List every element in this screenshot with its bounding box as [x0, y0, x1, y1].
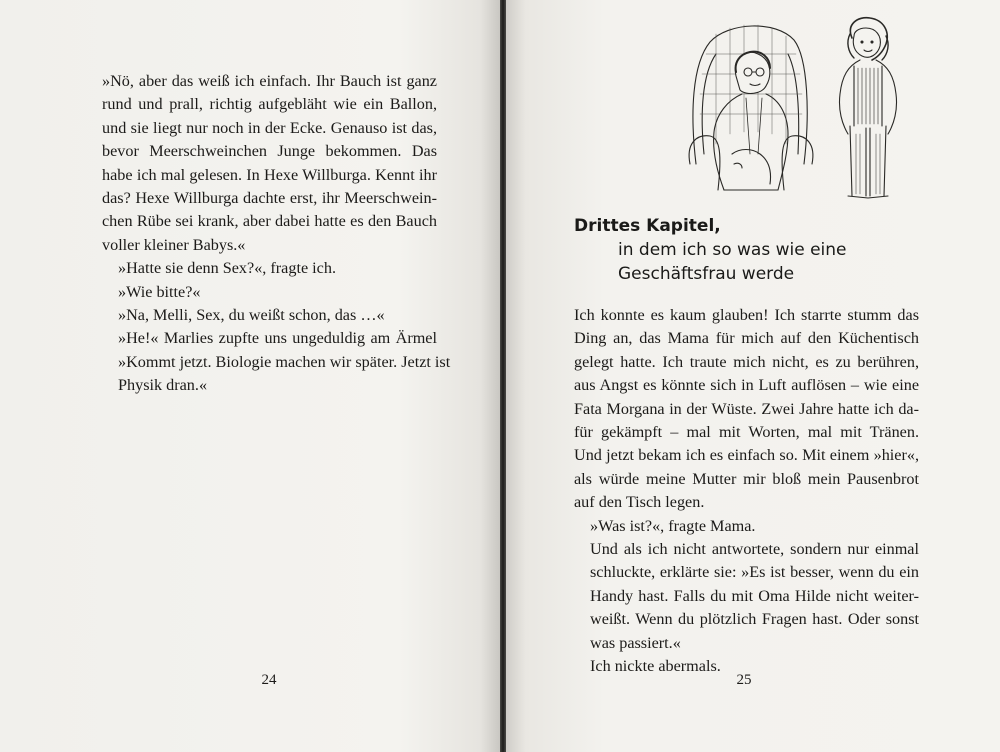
paragraph	[102, 70, 437, 257]
text-line: habe ich mal gelesen. In Hexe Willburga. Kennt ihr	[102, 165, 437, 184]
text-line: Und als ich nicht antwortete, sondern nur einmal	[590, 540, 919, 559]
text-line: als würde meine Mutter mir bloß mein Pausenbrot	[574, 469, 919, 488]
text-line: chen Rübe sei krank, aber dabei hatte es den Bauch	[102, 212, 437, 231]
text-line: »Was ist?«, fragte Mama.	[590, 516, 756, 535]
text-line: und sie liegt nur noch in der Ecke. Genauso ist das,	[102, 118, 437, 137]
page-number-right: 25	[736, 672, 752, 688]
text-line: Physik dran.«	[118, 376, 208, 395]
text-line: Und jetzt bekam ich es einfach so. Mit einem »hier«,	[574, 446, 919, 465]
text-line: Fata Morgana in der Wüste. Zwei Jahre hatte ich da-	[574, 399, 919, 418]
page-number-left: 24	[261, 672, 277, 688]
text-line: schluckte, erklärte sie: »Es ist besser, wenn du ein	[590, 563, 919, 582]
text-line: gelegt hatte. Ich traute mich nicht, es zu berühren,	[574, 352, 919, 371]
paragraph	[102, 304, 437, 327]
text-line: bevor Meerschweinchen Junge bekommen. Das	[102, 142, 437, 161]
paragraph	[102, 281, 437, 304]
chapter-subtitle-line-1: in dem ich so was wie eine	[618, 240, 847, 260]
text-line: »Nö, aber das weiß ich einfach. Ihr Bauch ist ganz	[102, 72, 437, 90]
grandmother-and-girl-illustration-icon	[676, 14, 906, 204]
text-line: Ich konnte es kaum glauben! Ich starrte stumm das	[574, 306, 919, 324]
left-page-text	[102, 70, 451, 398]
paragraph	[574, 304, 919, 515]
paragraph	[102, 257, 437, 280]
text-line: was passiert.«	[590, 633, 681, 652]
text-line: weißt. Wenn du plötzlich Fragen hast. Oder sonst	[590, 610, 919, 629]
right-page-text	[574, 304, 919, 679]
text-line: Ich nickte abermals.	[590, 657, 721, 676]
text-line: »He!« Marlies zupfte uns ungeduldig am Ärmel	[118, 329, 437, 348]
text-line: für gekämpft – mal mit Worten, mal mit Tränen.	[574, 423, 919, 442]
chapter-subtitle-line-2: Geschäftsfrau werde	[618, 264, 795, 284]
paragraph	[574, 515, 919, 538]
text-line: Handy hast. Falls du mit Oma Hilde nicht weiter-	[590, 586, 919, 605]
chapter-heading	[574, 214, 874, 286]
text-line: »Hatte sie denn Sex?«, fragte ich.	[118, 259, 337, 278]
text-line: voller kleiner Babys.«	[102, 235, 246, 254]
paragraph	[574, 538, 919, 655]
text-line: »Kommt jetzt. Biologie machen wir später. Jetzt ist	[118, 352, 451, 371]
text-line: »Wie bitte?«	[118, 282, 201, 301]
text-line: »Na, Melli, Sex, du weißt schon, das …«	[118, 306, 385, 325]
chapter-title: Drittes Kapitel,	[574, 216, 721, 236]
text-line: auf den Tisch legen.	[574, 493, 705, 512]
text-line: Ding an, das Mama für mich auf den Küchentisch	[574, 329, 919, 348]
text-line: aus Angst es könnte sich in Luft auflösen – wie eine	[574, 376, 919, 395]
text-line: das? Hexe Willburga dachte erst, ihr Meerschwein-	[102, 189, 437, 208]
text-line: rund und prall, richtig aufgebläht wie ein Ballon,	[102, 95, 437, 114]
paragraph	[102, 327, 451, 397]
